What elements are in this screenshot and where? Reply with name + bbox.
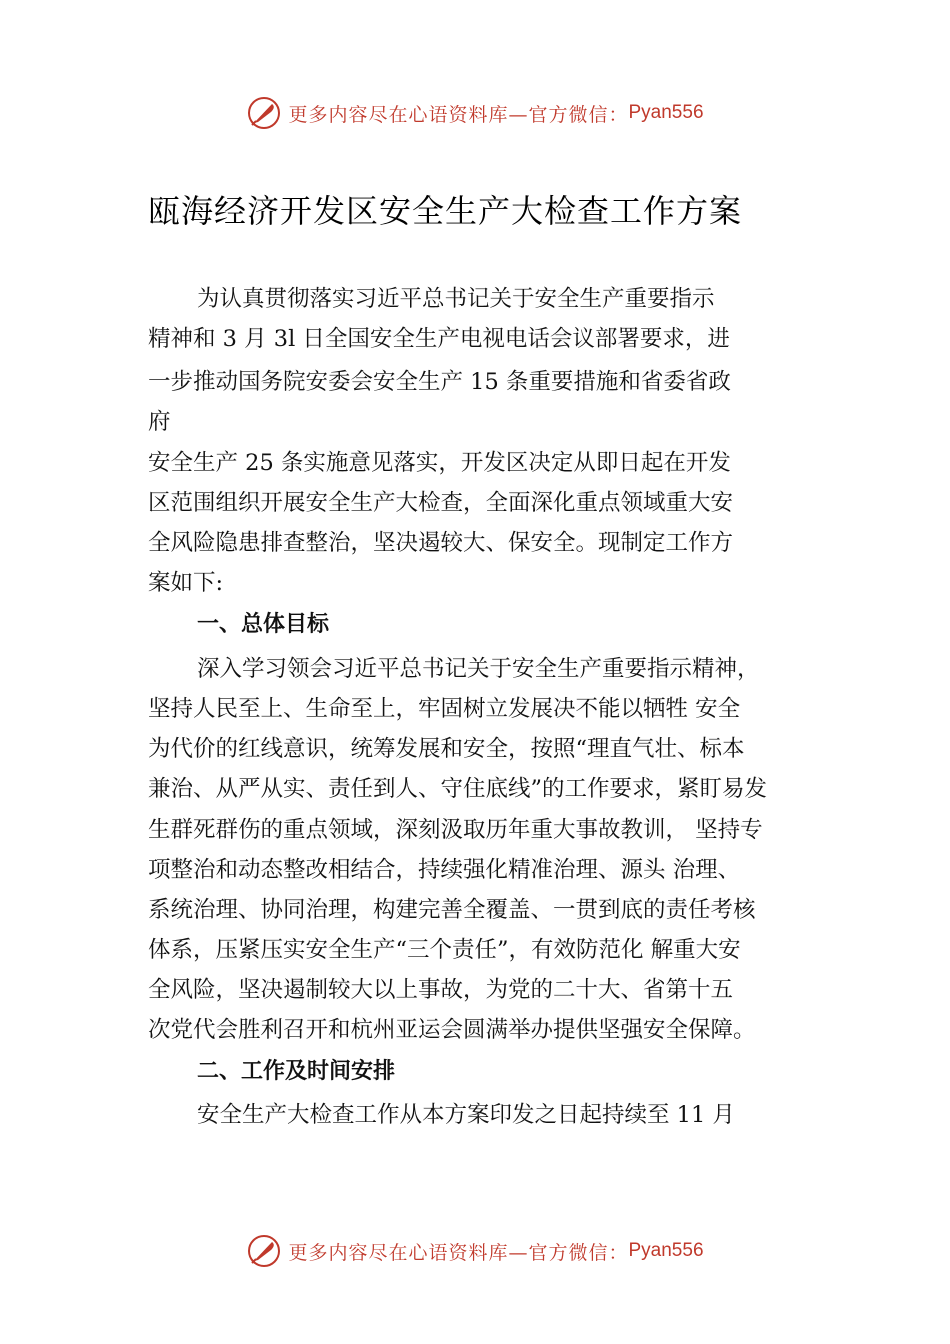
paragraph-line: 系统治理、协同治理，构建完善全覆盖、一贯到底的责任考核 (148, 897, 756, 923)
watermark-text: 更多内容尽在心语资料库—官方微信： (288, 1241, 629, 1264)
paragraph-line: 安全生产 25 条实施意见落实，开发区决定从即日起在开发 (148, 450, 731, 476)
watermark-banner-bottom (0, 1231, 950, 1271)
watermark-handle: Pyan556 (628, 1240, 704, 1261)
section-heading: 一、总体目标 (197, 611, 330, 636)
paragraph-line: 体系，压紧压实安全生产“三个责任”，有效防范化 解重大安 (148, 937, 741, 963)
paragraph-line: 精神和 3 月 3l 日全国安全生产电视电话会议部署要求，进 (148, 326, 730, 352)
paragraph-line: 全风险隐患排查整治，坚决遏较大、保安全。现制定工作方 (148, 530, 734, 556)
paragraph-line: 为认真贯彻落实习近平总书记关于安全生产重要指示 (197, 286, 715, 312)
watermark-text: 更多内容尽在心语资料库—官方微信： (288, 103, 629, 126)
paragraph-line: 为代价的红线意识，统筹发展和安全，按照“理直气壮、标本 (148, 736, 745, 762)
feather-pen-logo-icon (246, 95, 282, 131)
paragraph-line: 深入学习领会习近平总书记关于安全生产重要指示精神， (197, 656, 760, 682)
watermark-banner-top (0, 93, 950, 133)
paragraph-line: 府 (148, 409, 171, 435)
paragraph-line: 生群死群伤的重点领域，深刻汲取历年重大事故教训， 坚持专 (148, 817, 763, 843)
paragraph-line: 一步推动国务院安委会安全生产 15 条重要措施和省委省政 (148, 369, 731, 395)
paragraph-line: 全风险，坚决遏制较大以上事故，为党的二十大、省第十五 (148, 977, 734, 1003)
feather-pen-logo-icon (246, 1233, 282, 1269)
paragraph-line: 案如下: (148, 570, 224, 596)
paragraph-line: 次党代会胜利召开和杭州亚运会圆满举办提供坚强安全保障。 (148, 1017, 756, 1043)
paragraph-line: 安全生产大检查工作从本方案印发之日起持续至 11 月 (197, 1102, 735, 1128)
document-title: 瓯海经济开发区安全生产大检查工作方案 (148, 192, 743, 230)
paragraph-line: 项整治和动态整改相结合，持续强化精准治理、源头 治理、 (148, 857, 741, 883)
watermark-handle: Pyan556 (628, 102, 704, 123)
paragraph-line: 区范围组织开展安全生产大检查，全面深化重点领域重大安 (148, 490, 734, 516)
paragraph-line: 兼治、从严从实、责任到人、守住底线”的工作要求，紧盯易发 (148, 776, 768, 802)
paragraph-line: 坚持人民至上、生命至上，牢固树立发展决不能以牺牲 安全 (148, 696, 741, 722)
section-heading: 二、工作及时间安排 (197, 1058, 396, 1083)
